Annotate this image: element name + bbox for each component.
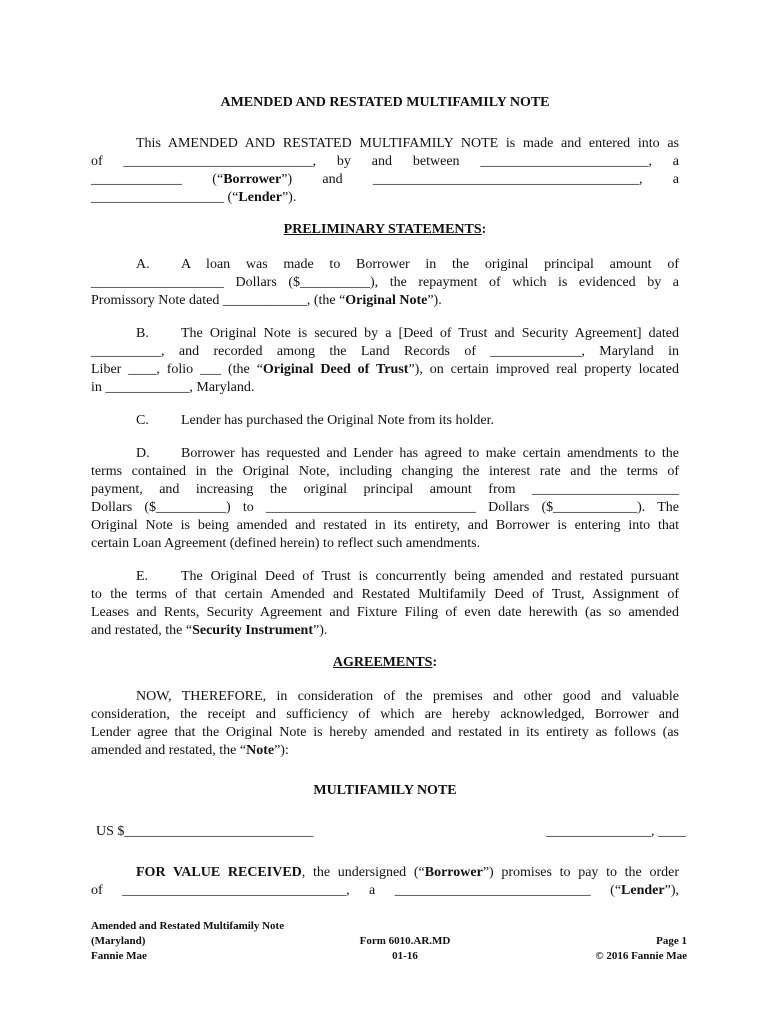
footer-publisher: Fannie Mae: [91, 950, 147, 962]
document-title: AMENDED AND RESTATED MULTIFAMILY NOTE: [220, 95, 550, 110]
note-title: MULTIFAMILY NOTE: [313, 783, 457, 798]
statement-line: terms contained in the Original Note, including changing the interest rate and the terms of: [91, 464, 679, 479]
agreements-line: consideration, the receipt and sufficiency of which are hereby acknowledged, Borrower and: [91, 707, 679, 722]
footer-left: [91, 919, 284, 964]
footer-copyright: © 2016 Fannie Mae: [595, 950, 687, 962]
statement-line: to the terms of that certain Amended and Restated Multifamily Deed of Trust, Assignment of: [91, 587, 679, 602]
footer-state: (Maryland): [91, 935, 146, 947]
preliminary-statements-heading: PRELIMINARY STATEMENTS:: [283, 222, 487, 237]
value-received-line-2: of ________________________________, a ____________________________ (“Lender”),: [91, 883, 679, 898]
statement-label: B.: [136, 326, 149, 341]
statement-label: A.: [136, 257, 150, 272]
statement-label: E.: [136, 569, 149, 584]
statement-c: [91, 412, 679, 430]
footer-form-number: Form 6010.AR.MD: [359, 935, 451, 947]
statement-line: Liber ____, folio ___ (the “Original Deed of Trust”), on certain improved real property located: [91, 362, 679, 377]
statement-d: [91, 445, 679, 553]
statement-line: D. Borrower has requested and Lender has agreed to make certain amendments to the: [91, 445, 679, 463]
statement-e: [91, 568, 679, 640]
statement-line: payment, and increasing the original principal amount from _____________________: [91, 482, 679, 497]
statement-line: in ____________, Maryland.: [91, 380, 255, 395]
value-received-line-1: FOR VALUE RECEIVED, the undersigned (“Borrower”) promises to pay to the order: [136, 865, 679, 880]
statement-line: A. A loan was made to Borrower in the original principal amount of: [91, 256, 679, 274]
footer-center: [330, 934, 480, 964]
us-amount-line: US $___________________________: [96, 824, 314, 839]
footer-right: [595, 934, 687, 964]
statement-line: and restated, the “Security Instrument”).: [91, 623, 328, 638]
intro-line-1: This AMENDED AND RESTATED MULTIFAMILY NOTE is made and entered into as: [136, 136, 679, 151]
statement-line: Promissory Note dated ____________, (the “Original Note”).: [91, 293, 442, 308]
statement-line: certain Loan Agreement (defined herein) to reflect such amendments.: [91, 536, 481, 551]
statement-line: Leases and Rents, Security Agreement and Fixture Filing of even date herewith (as so amended: [91, 605, 679, 620]
statement-line: E. The Original Deed of Trust is concurrently being amended and restated pursuant: [91, 568, 679, 586]
statement-line: ___________________ Dollars ($__________), the repayment of which is evidenced by a: [91, 275, 679, 290]
date-line: _______________, ____: [546, 824, 686, 839]
footer-doc-name: Amended and Restated Multifamily Note: [91, 920, 285, 932]
agreements-paragraph: [91, 688, 679, 760]
value-received-paragraph: [91, 864, 679, 900]
agreements-heading: AGREEMENTS:: [332, 655, 438, 670]
statement-label: C.: [136, 413, 149, 428]
statement-line: Dollars ($__________) to ______________________________ Dollars ($____________). The: [91, 500, 679, 515]
intro-line-3: _____________ (“Borrower”) and ______________________________________, a: [91, 172, 679, 187]
agreements-line: amended and restated, the “Note”):: [91, 743, 289, 758]
statement-line: Original Note is being amended and restated in its entirety, and Borrower is entering into that: [91, 518, 679, 533]
agreements-line: NOW, THEREFORE, in consideration of the premises and other good and valuable: [136, 689, 679, 704]
intro-line-2: of ___________________________, by and between ________________________, a: [91, 154, 679, 169]
statement-a: [91, 256, 679, 310]
intro-paragraph: [91, 135, 679, 207]
footer-form-date: 01-16: [392, 950, 418, 962]
statement-line: __________, and recorded among the Land Records of _____________, Maryland in: [91, 344, 679, 359]
agreements-line: Lender agree that the Original Note is hereby amended and restated in its entirety as follows (as: [91, 725, 679, 740]
footer-page-number: Page 1: [656, 935, 687, 947]
intro-line-4: ___________________ (“Lender”).: [91, 190, 297, 205]
statement-line: B. The Original Note is secured by a [Deed of Trust and Security Agreement] dated: [91, 325, 679, 343]
statement-label: D.: [136, 446, 150, 461]
statement-b: [91, 325, 679, 397]
statement-line: C. Lender has purchased the Original Note from its holder.: [91, 412, 679, 430]
